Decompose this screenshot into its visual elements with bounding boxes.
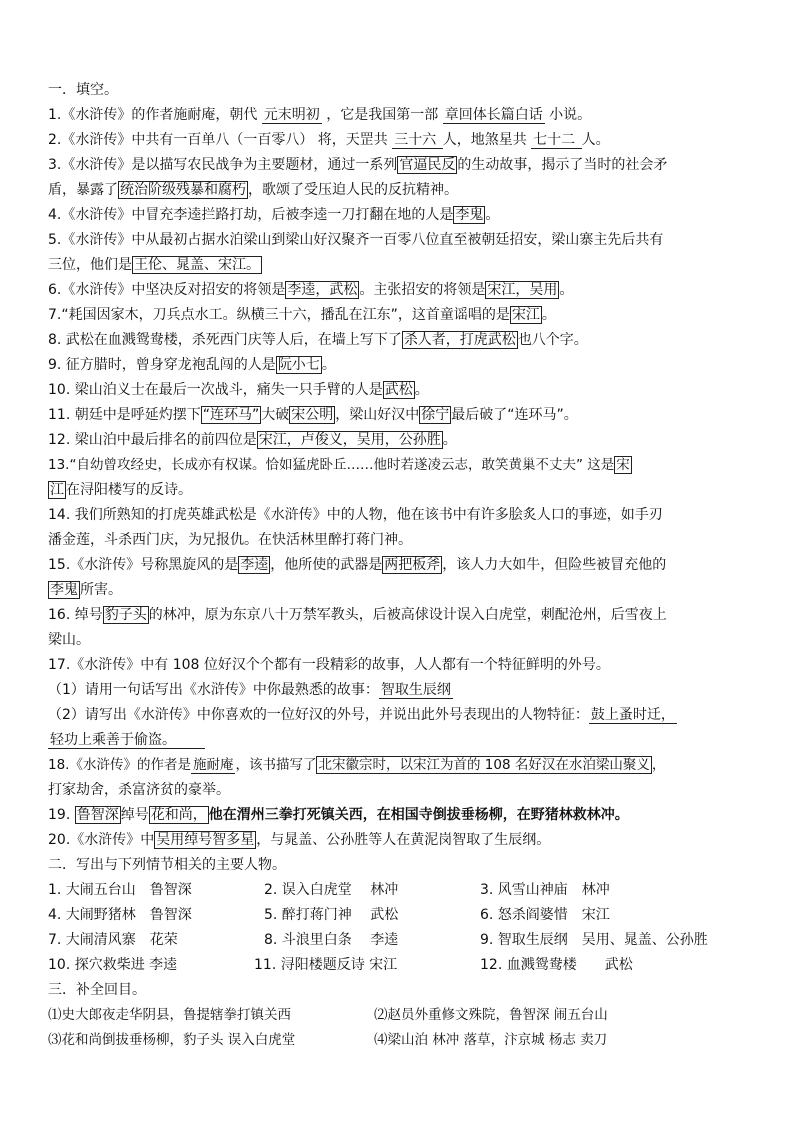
plot-item: 1. 大闹五台山 鲁智深 xyxy=(48,882,192,898)
question-5: 5.《水浒传》中从最初占据水泊梁山到梁山好汉聚齐一百零八位直至被朝廷招安，梁山寨主先后共有 xyxy=(48,232,664,248)
question-8: 8. 武松在血溅鸳鸯楼，杀死西门庆等人后，在墙上写下了 杀人者，打虎武松 也八个字。 xyxy=(48,332,588,348)
answer-19a: 鲁智深 xyxy=(76,807,119,823)
question-17-2-cont xyxy=(48,730,205,750)
answer-11c: 徐宁 xyxy=(421,407,450,423)
question-3-cont: 盾，暴露了 统治阶级残暴和腐朽 ，歌颂了受压迫人民的反抗精神。 xyxy=(48,182,458,198)
answer-15b: 两把板斧 xyxy=(384,557,441,573)
answer-2b: 七十二 xyxy=(533,132,580,148)
answer-5: 王伦、晁盖、宋江。 xyxy=(134,257,260,273)
answer-13b: 江 xyxy=(50,482,64,498)
question-4: 4.《水浒传》中冒充李逵拦路打劫，后被李逵一刀打翻在地的人是 李鬼 。 xyxy=(48,207,500,223)
answer-19b: 花和尚， xyxy=(150,807,207,823)
answer-18b: 北宋徽宗时，以宋江为首的 108 名好汉在水泊梁山聚义 xyxy=(318,757,650,773)
answer-3a: 官逼民反 xyxy=(399,157,456,173)
question-14: 14. 我们所熟知的打虎英雄武松是《水浒传》中的人物，他在该书中有许多脍炙人口的事迹，如手刃 xyxy=(48,507,663,523)
question-12: 12. 梁山泊中最后排名的前四位是 宋江，卢俊义，吴用，公孙胜 。 xyxy=(48,432,457,448)
plot-item: 12. 血溅鸳鸯楼 武松 xyxy=(480,957,633,973)
plot-item: 4. 大闹野猪林 鲁智深 xyxy=(48,907,192,923)
question-16-cont: 梁山。 xyxy=(48,632,90,648)
question-16: 16. 绰号 豹子头 的林冲，原为东京八十万禁军教头，后被高俅设计误入白虎堂，刺配沧州，后雪夜上 xyxy=(48,607,667,623)
question-9: 9. 征方腊时，曾身穿龙袍乱闯的人是 阮小七 。 xyxy=(48,357,336,373)
question-6: 6.《水浒传》中坚决反对招安的将领是 李逵，武松 。主张招安的将领是 宋江，吴用 。 xyxy=(48,282,574,298)
question-15: 15.《水浒传》号称黑旋风的是 李逵 ，他所使的武器是 两把板斧 ，该人力大如牛，但险些被冒充他的 xyxy=(48,557,667,573)
plot-item: 9. 智取生辰纲 吴用、晁盖、公孙胜 xyxy=(480,932,708,948)
question-13: 13.“自幼曾攻经史，长成亦有权谋。恰如猛虎卧丘……他时若遂凌云志，敢笑黄巢不丈夫” 这是 宋 xyxy=(48,457,630,473)
chapter-title: ⑷梁山泊 林冲 落草，汴京城 杨志 卖刀 xyxy=(374,1032,608,1048)
answer-3b: 统治阶级残暴和腐朽 xyxy=(120,182,246,198)
question-10: 10. 梁山泊义士在最后一次战斗，痛失一只手臂的人是 武松 。 xyxy=(48,382,429,398)
plot-item: 3. 风雪山神庙 林冲 xyxy=(480,882,610,898)
question-17-1: （1）请用一句话写出《水浒传》中你最熟悉的故事： 智取生辰纲 xyxy=(48,682,451,698)
chapter-title: ⑴史大郎夜走华阴县，鲁提辖拳打镇关西 xyxy=(48,1007,291,1023)
question-17: 17.《水浒传》中有 108 位好汉个个都有一段精彩的故事，人人都有一个特征鲜明的外号。 xyxy=(48,657,610,673)
question-3: 3.《水浒传》是以描写农民战争为主要题材，通过一系列 官逼民反 的生动故事，揭示了当时的社会矛 xyxy=(48,157,668,173)
plot-row-4 xyxy=(48,955,760,975)
chapter-row-1 xyxy=(48,1005,760,1025)
plot-item: 2. 误入白虎堂 林冲 xyxy=(264,882,399,898)
answer-11a: “连环马” xyxy=(202,407,260,423)
answer-16: 豹子头 xyxy=(104,607,147,623)
plot-item: 7. 大闹清风寨 花荣 xyxy=(48,932,178,948)
plot-row-2 xyxy=(48,905,760,925)
plot-item: 5. 醉打蒋门神 武松 xyxy=(264,907,399,923)
answer-8: 杀人者，打虎武松 xyxy=(403,332,516,348)
answer-18a: 施耐庵 xyxy=(192,757,234,773)
chapter-title: ⑵赵员外重修文殊院，鲁智深 闹五台山 xyxy=(374,1007,608,1023)
plot-item: 8. 斗浪里白条 李逵 xyxy=(264,932,399,948)
chapter-row-2 xyxy=(48,1030,760,1050)
answer-6a: 李逵，武松 xyxy=(287,282,358,298)
section-3-heading: 三．补全回目。 xyxy=(48,982,146,998)
answer-20: 吴用绰号智多星 xyxy=(156,832,255,848)
question-19: 19. 鲁智深 绰号 花和尚， 他在渭州三拳打死镇关西，在相国寺倒拔垂杨柳，在野猪林救林冲。 xyxy=(48,807,629,823)
answer-10: 武松 xyxy=(384,382,413,398)
question-5-cont: 三位，他们是 王伦、晁盖、宋江。 xyxy=(48,257,260,273)
question-15-cont: 李鬼 所害。 xyxy=(50,582,122,598)
answer-4: 李鬼 xyxy=(455,207,484,223)
answer-13a: 宋 xyxy=(616,457,630,473)
plot-row-1 xyxy=(48,880,760,900)
question-2: 2.《水浒传》中共有一百单八（一百零八） 将，天罡共 三十六 人，地煞星共 七十二 人。 xyxy=(48,132,610,148)
question-18: 18.《水浒传》的作者是 施耐庵 ，该书描写了 北宋徽宗时，以宋江为首的 108 名好汉在水泊梁山聚义 ， xyxy=(48,757,666,773)
question-17-2: （2）请写出《水浒传》中你喜欢的一位好汉的外号，并说出此外号表现出的人物特征： 鼓上蚤时迁， xyxy=(48,707,675,723)
question-1: 1.《水浒传》的作者施耐庵，朝代 元末明初 ，它是我国第一部 章回体长篇白话 小说。 xyxy=(48,107,592,123)
chapter-title: ⑶花和尚倒拔垂杨柳，豹子头 误入白虎堂 xyxy=(48,1032,296,1048)
plot-item: 11. 浔阳楼题反诗 宋江 xyxy=(254,957,398,973)
question-11: 11. 朝廷中是呼延灼摆下 “连环马” 大破 宋公明 ，梁山好汉中 徐宁 最后破了“连环马”。 xyxy=(48,407,578,423)
question-14-cont: 潘金莲，斗杀西门庆，为兄报仇。在快活林里醉打蒋门神。 xyxy=(48,532,412,548)
answer-1b: 章回体长篇白话 xyxy=(444,107,543,123)
answer-12: 宋江，卢俊义，吴用，公孙胜 xyxy=(258,432,441,448)
answer-17-2: 鼓上蚤时迁， xyxy=(590,707,675,723)
answer-15c: 李鬼 xyxy=(50,582,78,598)
answer-7: 宋江 xyxy=(511,307,540,323)
answer-17-2-cont: 轻功上乘善于偷盗。 xyxy=(50,732,203,748)
answer-6b: 宋江，吴用 xyxy=(487,282,558,298)
answer-17-1: 智取生辰纲 xyxy=(380,682,451,698)
section-1-heading: 一．填空。 xyxy=(48,82,118,98)
answer-11b: 宋公明 xyxy=(291,407,334,423)
section-2-heading: 二．写出与下列情节相关的主要人物。 xyxy=(48,857,286,873)
plot-row-3 xyxy=(48,930,760,950)
question-20: 20.《水浒传》中 吴用绰号智多星 ，与晁盖、公孙胜等人在黄泥岗智取了生辰纲。 xyxy=(48,832,551,848)
question-13-cont: 江 在浔阳楼写的反诗。 xyxy=(50,482,192,498)
answer-2a: 三十六 xyxy=(394,132,441,148)
question-18-cont: 打家劫舍，杀富济贫的豪举。 xyxy=(48,782,230,798)
plot-item: 6. 怒杀阎婆惜 宋江 xyxy=(480,907,610,923)
answer-1a: 元末明初 xyxy=(263,107,320,123)
answer-9: 阮小七 xyxy=(277,357,320,373)
question-7: 7.“耗国因家木，刀兵点水工。纵横三十六，播乱在江东”，这首童谣唱的是 宋江 。 xyxy=(48,307,556,323)
plot-item: 10. 探穴救柴进 李逵 xyxy=(48,957,178,973)
answer-15a: 李逵 xyxy=(240,557,269,573)
